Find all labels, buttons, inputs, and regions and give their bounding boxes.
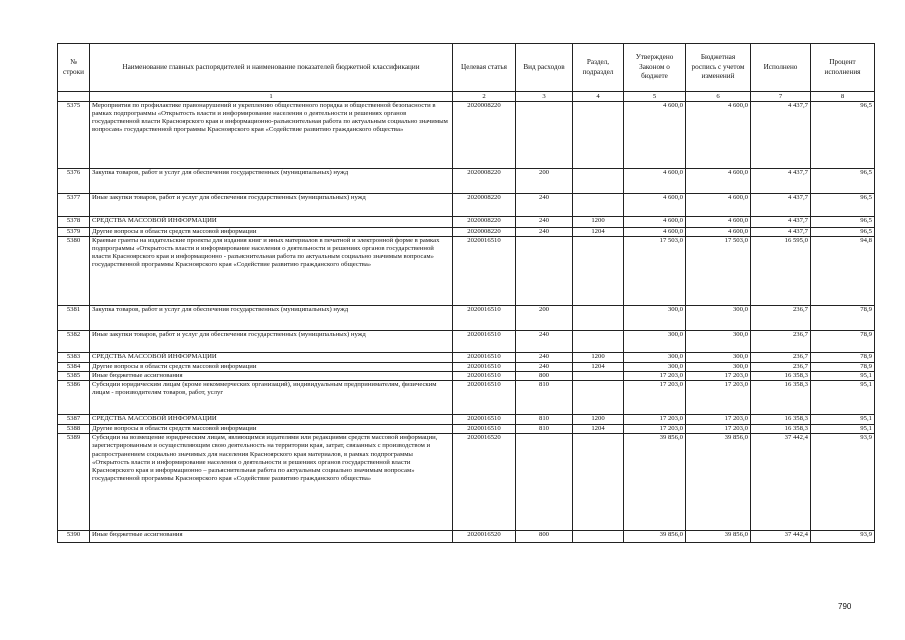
percent-cell: 96,5: [811, 102, 875, 169]
expense-type-cell: 240: [516, 363, 573, 372]
budget-amount-cell: 17 203,0: [686, 425, 751, 434]
percent-cell: 95,1: [811, 381, 875, 415]
row-name-cell: Другие вопросы в области средств массовой информации: [90, 425, 453, 434]
percent-cell: 95,1: [811, 372, 875, 381]
table-row: [58, 381, 875, 415]
executed-amount-cell: 236,7: [751, 363, 811, 372]
row-number-cell: 5378: [58, 217, 90, 228]
row-name-cell: Другие вопросы в области средств массовой информации: [90, 228, 453, 237]
approved-amount-cell: 4 600,0: [624, 194, 686, 217]
expense-type-cell: 800: [516, 372, 573, 381]
row-name-cell: СРЕДСТВА МАССОВОЙ ИНФОРМАЦИИ: [90, 353, 453, 363]
section-cell: 1200: [573, 217, 624, 228]
budget-amount-cell: 4 600,0: [686, 217, 751, 228]
executed-amount-cell: 16 358,3: [751, 415, 811, 425]
expense-type-cell: [516, 102, 573, 169]
table-row: [58, 237, 875, 306]
column-number: 1: [90, 92, 453, 102]
budget-table-sheet: [57, 43, 874, 543]
approved-amount-cell: 39 856,0: [624, 434, 686, 531]
table-row: [58, 372, 875, 381]
approved-amount-cell: 300,0: [624, 331, 686, 353]
column-number-spacer: [58, 92, 90, 102]
row-number-cell: 5390: [58, 531, 90, 543]
row-number-cell: 5375: [58, 102, 90, 169]
target-article-cell: 2020016510: [453, 237, 516, 306]
executed-amount-cell: 236,7: [751, 331, 811, 353]
expense-type-cell: 240: [516, 331, 573, 353]
expense-type-cell: 200: [516, 169, 573, 194]
row-name-cell: Другие вопросы в области средств массовой информации: [90, 363, 453, 372]
row-name-cell: Мероприятия по профилактике правонарушений и укреплению общественного порядка и общественной безопасности в рамках подпрограммы «Открытость власти и информирование населения о деятельности и решениях органов государственной власти Красноярского края и информационно-разъяснительная работа по актуальным социально значимым вопросам» государственной программы Красноярского края «Содействие развитию гражданского общества»: [90, 102, 453, 169]
expense-type-cell: 810: [516, 415, 573, 425]
header-expense-type: Вид расходов: [516, 44, 573, 92]
row-name-cell: Иные закупки товаров, работ и услуг для обеспечения государственных (муниципальных) нужд: [90, 194, 453, 217]
section-cell: [573, 194, 624, 217]
budget-amount-cell: 300,0: [686, 331, 751, 353]
table-row: [58, 306, 875, 331]
row-name-cell: Закупка товаров, работ и услуг для обеспечения государственных (муниципальных) нужд: [90, 169, 453, 194]
column-number: 3: [516, 92, 573, 102]
budget-amount-cell: 39 856,0: [686, 531, 751, 543]
executed-amount-cell: 16 358,3: [751, 372, 811, 381]
target-article-cell: 2020016510: [453, 415, 516, 425]
expense-type-cell: 240: [516, 217, 573, 228]
percent-cell: 94,8: [811, 237, 875, 306]
target-article-cell: 2020016520: [453, 434, 516, 531]
expense-type-cell: 240: [516, 228, 573, 237]
budget-table: [57, 43, 875, 543]
approved-amount-cell: 300,0: [624, 306, 686, 331]
row-number-cell: 5382: [58, 331, 90, 353]
row-number-cell: 5385: [58, 372, 90, 381]
section-cell: 1204: [573, 228, 624, 237]
row-number-cell: 5387: [58, 415, 90, 425]
budget-amount-cell: 17 203,0: [686, 372, 751, 381]
target-article-cell: 2020016510: [453, 363, 516, 372]
table-row: [58, 194, 875, 217]
executed-amount-cell: 4 437,7: [751, 228, 811, 237]
section-cell: [573, 434, 624, 531]
approved-amount-cell: 17 203,0: [624, 425, 686, 434]
header-approved: Утверждено Законом о бюджете: [624, 44, 686, 92]
section-cell: [573, 237, 624, 306]
row-number-cell: 5381: [58, 306, 90, 331]
executed-amount-cell: 236,7: [751, 306, 811, 331]
target-article-cell: 2020016510: [453, 372, 516, 381]
budget-amount-cell: 300,0: [686, 353, 751, 363]
expense-type-cell: 240: [516, 194, 573, 217]
expense-type-cell: [516, 237, 573, 306]
expense-type-cell: 810: [516, 425, 573, 434]
executed-amount-cell: 37 442,4: [751, 531, 811, 543]
table-row: [58, 353, 875, 363]
section-cell: 1204: [573, 425, 624, 434]
column-number: 2: [453, 92, 516, 102]
target-article-cell: 2020008220: [453, 194, 516, 217]
header-section: Раздел, подраздел: [573, 44, 624, 92]
row-number-cell: 5389: [58, 434, 90, 531]
table-row: [58, 425, 875, 434]
row-name-cell: Иные закупки товаров, работ и услуг для обеспечения государственных (муниципальных) нужд: [90, 331, 453, 353]
executed-amount-cell: 16 595,0: [751, 237, 811, 306]
budget-amount-cell: 4 600,0: [686, 169, 751, 194]
row-name-cell: СРЕДСТВА МАССОВОЙ ИНФОРМАЦИИ: [90, 217, 453, 228]
row-name-cell: Иные бюджетные ассигнования: [90, 372, 453, 381]
row-number-cell: 5379: [58, 228, 90, 237]
expense-type-cell: 240: [516, 353, 573, 363]
percent-cell: 95,1: [811, 415, 875, 425]
table-row: [58, 531, 875, 543]
target-article-cell: 2020008220: [453, 228, 516, 237]
row-name-cell: Субсидии юридическим лицам (кроме некоммерческих организаций), индивидуальным предпринимателям, физическим лицам - производителям товаров, работ, услуг: [90, 381, 453, 415]
column-number: 7: [751, 92, 811, 102]
header-executed: Исполнено: [751, 44, 811, 92]
budget-amount-cell: 17 203,0: [686, 415, 751, 425]
target-article-cell: 2020016510: [453, 381, 516, 415]
row-number-cell: 5380: [58, 237, 90, 306]
budget-amount-cell: 300,0: [686, 306, 751, 331]
row-number-cell: 5376: [58, 169, 90, 194]
header-target-article: Целевая статья: [453, 44, 516, 92]
executed-amount-cell: 4 437,7: [751, 169, 811, 194]
table-row: [58, 434, 875, 531]
approved-amount-cell: 4 600,0: [624, 217, 686, 228]
column-number-row: [58, 92, 875, 102]
executed-amount-cell: 16 358,3: [751, 381, 811, 415]
row-name-cell: СРЕДСТВА МАССОВОЙ ИНФОРМАЦИИ: [90, 415, 453, 425]
row-number-cell: 5377: [58, 194, 90, 217]
header-row: [58, 44, 875, 92]
table-row: [58, 169, 875, 194]
row-number-cell: 5384: [58, 363, 90, 372]
approved-amount-cell: 17 203,0: [624, 415, 686, 425]
row-name-cell: Закупка товаров, работ и услуг для обеспечения государственных (муниципальных) нужд: [90, 306, 453, 331]
section-cell: [573, 531, 624, 543]
target-article-cell: 2020016510: [453, 425, 516, 434]
row-name-cell: Субсидии на возмещение юридическим лицам, являющимся издателями или редакциями средств массовой информации, зарегистрированным и осуществляющим свою деятельность на территории края, затрат, связанных с производством и распространением социально значимых для населения Красноярского края материалов, в рамках подпрограммы «Открытость власти и информирование населения о деятельности и решениях органов государственной власти Красноярского края и информационно – разъяснительная работа по актуальным социально значимым вопросам» государственной программы Красноярского края «Содействие развитию гражданского общества»: [90, 434, 453, 531]
table-row: [58, 415, 875, 425]
row-number-cell: 5388: [58, 425, 90, 434]
percent-cell: 96,5: [811, 217, 875, 228]
row-name-cell: Краевые гранты на издательские проекты для издания книг и иных материалов в печатной и электронной форме в рамках подпрограммы «Открытость власти и информирование населения о деятельности и решениях органов государственной власти Красноярского края и информационно - разъяснительная работа по актуальным социально значимым вопросам» государственной программы Красноярского края «Содействие развитию гражданского общества»: [90, 237, 453, 306]
percent-cell: 95,1: [811, 425, 875, 434]
approved-amount-cell: 4 600,0: [624, 169, 686, 194]
header-budget-schedule: Бюджетная роспись с учетом изменений: [686, 44, 751, 92]
percent-cell: 96,5: [811, 228, 875, 237]
target-article-cell: 2020008220: [453, 102, 516, 169]
section-cell: 1200: [573, 415, 624, 425]
row-name-cell: Иные бюджетные ассигнования: [90, 531, 453, 543]
percent-cell: 78,9: [811, 306, 875, 331]
budget-amount-cell: 4 600,0: [686, 102, 751, 169]
target-article-cell: 2020008220: [453, 169, 516, 194]
section-cell: 1200: [573, 353, 624, 363]
budget-amount-cell: 4 600,0: [686, 228, 751, 237]
approved-amount-cell: 300,0: [624, 363, 686, 372]
approved-amount-cell: 300,0: [624, 353, 686, 363]
section-cell: [573, 169, 624, 194]
executed-amount-cell: 4 437,7: [751, 102, 811, 169]
percent-cell: 93,9: [811, 434, 875, 531]
target-article-cell: 2020016510: [453, 331, 516, 353]
column-number: 5: [624, 92, 686, 102]
expense-type-cell: [516, 434, 573, 531]
table-row: [58, 228, 875, 237]
percent-cell: 78,9: [811, 353, 875, 363]
row-number-cell: 5383: [58, 353, 90, 363]
header-percent: Процент исполнения: [811, 44, 875, 92]
table-body: [58, 102, 875, 543]
target-article-cell: 2020016520: [453, 531, 516, 543]
column-number: 4: [573, 92, 624, 102]
percent-cell: 78,9: [811, 363, 875, 372]
approved-amount-cell: 39 856,0: [624, 531, 686, 543]
section-cell: [573, 102, 624, 169]
expense-type-cell: 800: [516, 531, 573, 543]
budget-amount-cell: 17 203,0: [686, 381, 751, 415]
header-row-number: № строки: [58, 44, 90, 92]
table-row: [58, 102, 875, 169]
section-cell: 1204: [573, 363, 624, 372]
section-cell: [573, 331, 624, 353]
executed-amount-cell: 4 437,7: [751, 217, 811, 228]
column-number: 6: [686, 92, 751, 102]
section-cell: [573, 381, 624, 415]
target-article-cell: 2020016510: [453, 306, 516, 331]
budget-amount-cell: 39 856,0: [686, 434, 751, 531]
column-number: 8: [811, 92, 875, 102]
expense-type-cell: 200: [516, 306, 573, 331]
budget-amount-cell: 17 503,0: [686, 237, 751, 306]
executed-amount-cell: 37 442,4: [751, 434, 811, 531]
approved-amount-cell: 17 503,0: [624, 237, 686, 306]
header-name: Наименование главных распорядителей и наименование показателей бюджетной классификации: [90, 44, 453, 92]
approved-amount-cell: 17 203,0: [624, 372, 686, 381]
section-cell: [573, 306, 624, 331]
target-article-cell: 2020008220: [453, 217, 516, 228]
approved-amount-cell: 17 203,0: [624, 381, 686, 415]
page-number: 790: [838, 602, 852, 611]
executed-amount-cell: 4 437,7: [751, 194, 811, 217]
executed-amount-cell: 236,7: [751, 353, 811, 363]
percent-cell: 93,9: [811, 531, 875, 543]
percent-cell: 78,9: [811, 331, 875, 353]
approved-amount-cell: 4 600,0: [624, 228, 686, 237]
table-row: [58, 217, 875, 228]
expense-type-cell: 810: [516, 381, 573, 415]
row-number-cell: 5386: [58, 381, 90, 415]
percent-cell: 96,5: [811, 169, 875, 194]
table-row: [58, 363, 875, 372]
executed-amount-cell: 16 358,3: [751, 425, 811, 434]
target-article-cell: 2020016510: [453, 353, 516, 363]
table-row: [58, 331, 875, 353]
approved-amount-cell: 4 600,0: [624, 102, 686, 169]
section-cell: [573, 372, 624, 381]
budget-amount-cell: 4 600,0: [686, 194, 751, 217]
percent-cell: 96,5: [811, 194, 875, 217]
budget-amount-cell: 300,0: [686, 363, 751, 372]
